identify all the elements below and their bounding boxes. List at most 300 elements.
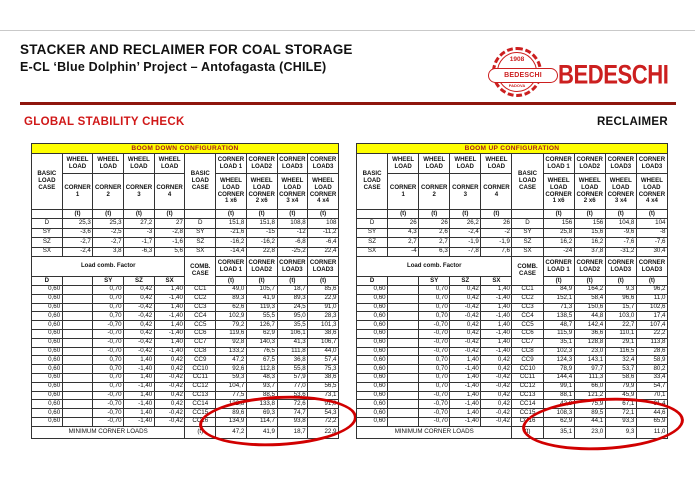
comb-load-value: 36,6 [574,329,605,338]
unit-header: (t) [124,210,155,219]
factor-value: 0,42 [450,329,481,338]
corner-load-value: -7,6 [636,238,667,248]
corner-load-header: CORNER LOAD2 [246,154,277,174]
comb-load-value: 93,7 [246,382,277,391]
empty-cell [388,347,419,356]
factor-value: -0,42 [124,312,155,321]
comb-case-label: CC7 [185,338,216,347]
factor-value: 0,70 [419,382,450,391]
factor-value: -0,42 [154,373,185,382]
wheel-load-value: -3,6 [62,228,93,238]
wheel-load-value: -1,9 [450,238,481,248]
factor-value: -0,42 [154,417,185,426]
logo-badge-name: BEDESCHI [488,68,558,83]
factor-value: 0,60 [32,338,63,347]
factor-value: -0,42 [450,347,481,356]
comb-load-value: 89,6 [216,409,247,418]
comb-case-label: CC7 [512,338,543,347]
factor-value: 1,40 [450,373,481,382]
factor-value: 0,42 [481,391,512,400]
factor-value: -1,40 [124,400,155,409]
comb-case-label: CC12 [512,382,543,391]
corner-load-header: CORNER LOAD3 [605,257,636,277]
factor-value: 1,40 [154,321,185,330]
unit-header: (t) [308,210,339,219]
factor-value: 1,40 [481,303,512,312]
factor-value: 1,40 [124,373,155,382]
factor-value: 0,42 [450,294,481,303]
comb-load-value: 133,2 [216,347,247,356]
factor-value: 1,40 [481,286,512,295]
table-title: BOOM UP CONFIGURATION [357,144,668,154]
factor-value: 0,70 [419,303,450,312]
factor-value: 0,60 [32,391,63,400]
empty-cell [62,409,93,418]
factor-value: 1,40 [124,391,155,400]
comb-load-value: 79,2 [216,321,247,330]
empty-cell [62,286,93,295]
comb-load-value: 116,5 [605,347,636,356]
wheel-load-header: WHEEL LOAD [450,154,481,174]
comb-load-value: 42,8 [543,400,574,409]
empty-cell [62,329,93,338]
comb-case-label: CC1 [185,286,216,295]
wheel-load-value: 26 [419,219,450,229]
comb-case-label: CC10 [512,365,543,374]
empty-cell [388,382,419,391]
basic-case-label: SY [512,228,543,238]
corner-load-value: 16,2 [574,238,605,248]
factor-value: 1,40 [481,338,512,347]
wheel-load-value: -2 [481,228,512,238]
empty-cell [512,210,543,219]
basic-case-label: SY [185,228,216,238]
basic-load-case-header: BASIC LOAD CASE [357,154,388,210]
basic-load-case-header: BASIC LOAD CASE [32,154,63,210]
factor-value: -0,42 [481,417,512,426]
comb-load-value: 29,1 [605,338,636,347]
empty-cell [388,338,419,347]
comb-load-value: 41,3 [277,338,308,347]
boom-down-table-container [31,143,339,439]
factor-value: 0,60 [32,347,63,356]
comb-load-value: 80,2 [636,365,667,374]
logo-city: PADOVA [508,83,526,88]
factor-col-header: D [357,277,388,286]
comb-load-value: 89,3 [216,294,247,303]
factor-value: 0,60 [357,303,388,312]
comb-load-value: 122,8 [216,400,247,409]
factor-value: 0,60 [32,400,63,409]
unit-header: (t) [62,210,93,219]
comb-load-value: 62,6 [216,303,247,312]
wheel-load-value: 26,2 [450,219,481,229]
factor-value: -0,42 [154,382,185,391]
comb-load-value: 67,1 [605,400,636,409]
factor-value: -0,70 [93,321,124,330]
table-title: BOOM DOWN CONFIGURATION [32,144,339,154]
comb-load-value: 84,9 [543,286,574,295]
comb-load-value: 99,1 [543,382,574,391]
min-corner-load-value: 18,7 [277,426,308,438]
comb-load-value: 112,8 [246,365,277,374]
comb-case-label: CC14 [512,400,543,409]
comb-load-value: 92,6 [216,365,247,374]
corner-load-value: 15,6 [574,228,605,238]
comb-case-label: CC16 [185,417,216,426]
basic-case-label: SX [32,247,63,257]
factor-value: -0,70 [419,338,450,347]
comb-load-value: 54,3 [308,409,339,418]
comb-load-value: 106,7 [308,338,339,347]
empty-cell [388,321,419,330]
factor-value: 0,42 [450,286,481,295]
factor-value: 0,42 [481,400,512,409]
empty-cell [32,210,63,219]
factor-value: 1,40 [450,391,481,400]
comb-case-label: CC6 [512,329,543,338]
factor-value: 0,60 [357,373,388,382]
comb-load-value: 71,3 [543,303,574,312]
comb-load-value: 78,9 [543,365,574,374]
comb-case-label: CC9 [185,356,216,365]
factor-value: 0,60 [357,294,388,303]
factor-value: -1,40 [450,417,481,426]
unit-header: (t) [246,277,277,286]
unit-header: (t) [574,277,605,286]
factor-value: 0,70 [93,294,124,303]
factor-value: -0,70 [93,329,124,338]
comb-load-value: 119,3 [246,303,277,312]
comb-load-value: 66,0 [574,382,605,391]
corner-sub-header: WHEEL LOAD CORNER 4 x4 [636,174,667,210]
corner-header: CORNER 1 [388,174,419,210]
comb-load-value: 150,6 [574,303,605,312]
corner-header: CORNER 2 [419,174,450,210]
empty-cell [62,365,93,374]
factor-value: -1,40 [124,365,155,374]
gear-emblem-icon [492,47,542,97]
factor-col-header [388,277,419,286]
factor-value: 1,40 [124,356,155,365]
factor-value: 0,60 [357,400,388,409]
corner-load-header: CORNER LOAD 1 [216,154,247,174]
comb-case-label: CC16 [512,417,543,426]
comb-case-label: CC10 [185,365,216,374]
comb-load-value: 75,3 [308,365,339,374]
comb-case-header: COMB. CASE [512,257,543,286]
factor-value: -0,70 [93,400,124,409]
wheel-load-value: -1,6 [154,238,185,248]
corner-load-value: -31,2 [605,247,636,257]
comb-load-value: 45,9 [605,391,636,400]
page-title: STACKER AND RECLAIMER FOR COAL STORAGE [20,42,353,57]
comb-case-label: CC5 [185,321,216,330]
empty-cell [388,329,419,338]
factor-value: -0,70 [419,391,450,400]
comb-load-value: 85,6 [308,286,339,295]
comb-load-value: 102,3 [543,347,574,356]
comb-load-value: 73,1 [308,391,339,400]
comb-load-value: 58,6 [605,373,636,382]
empty-cell [388,409,419,418]
unit-header: (t) [636,210,667,219]
factor-col-header: SY [93,277,124,286]
basic-case-label: D [185,219,216,229]
page-subtitle: E-CL ‘Blue Dolphin’ Project – Antofagasta (CHILE) [20,59,327,74]
wheel-load-value: -4 [388,247,419,257]
boom-down-table [31,143,339,439]
unit-header: (t) [246,210,277,219]
factor-value: -0,42 [124,303,155,312]
factor-value: 0,42 [481,356,512,365]
comb-load-value: 38,6 [308,329,339,338]
wheel-load-header: WHEEL LOAD [93,154,124,174]
comb-load-value: 164,2 [574,286,605,295]
corner-load-value: -16,2 [216,238,247,248]
factor-value: 0,60 [32,409,63,418]
comb-load-value: 72,1 [605,409,636,418]
wheel-load-value: 27 [154,219,185,229]
basic-case-label: SX [512,247,543,257]
factor-value: -0,42 [481,409,512,418]
comb-load-value: 108,3 [543,409,574,418]
comb-case-label: CC8 [185,347,216,356]
corner-sub-header: WHEEL LOAD CORNER 3 x4 [277,174,308,210]
corner-load-value: -12 [277,228,308,238]
empty-cell [62,338,93,347]
comb-load-value: 15,7 [605,303,636,312]
comb-load-value: 144,4 [543,373,574,382]
comb-load-value: 33,4 [636,373,667,382]
comb-load-value: 57,4 [308,356,339,365]
empty-cell [357,210,388,219]
factor-value: -0,70 [419,400,450,409]
factor-value: -0,70 [93,338,124,347]
comb-case-label: CC11 [512,373,543,382]
comb-load-value: 75,9 [574,400,605,409]
wheel-load-header: WHEEL LOAD [388,154,419,174]
comb-load-value: 103,0 [605,312,636,321]
comb-load-value: 106,1 [277,329,308,338]
logo-wordmark: BEDESCHI [558,60,669,91]
comb-case-label: CC14 [185,400,216,409]
wheel-load-value: 3,8 [93,247,124,257]
wheel-load-value: -3 [124,228,155,238]
corner-load-header: CORNER LOAD2 [574,154,605,174]
factor-value: -0,42 [481,382,512,391]
load-comb-factor-header: Load comb. Factor [357,257,512,277]
factor-value: -1,40 [124,417,155,426]
comb-load-value: 58,4 [574,294,605,303]
comb-load-value: 79,9 [605,382,636,391]
min-corner-load-value: 41,9 [246,426,277,438]
comb-case-label: CC9 [512,356,543,365]
corner-load-value: 37,8 [574,247,605,257]
comb-load-value: 17,4 [636,312,667,321]
factor-value: 0,60 [32,286,63,295]
comb-load-value: 59,3 [216,373,247,382]
factor-value: -0,70 [419,329,450,338]
factor-col-header: SZ [450,277,481,286]
comb-load-value: 92,8 [216,338,247,347]
comb-load-value: 102,6 [636,303,667,312]
empty-cell [62,400,93,409]
comb-load-value: 93,3 [605,417,636,426]
factor-value: 0,60 [357,338,388,347]
wheel-load-value: -2,8 [154,228,185,238]
empty-cell [62,373,93,382]
empty-cell [62,347,93,356]
wheel-load-value: 25,3 [62,219,93,229]
comb-load-value: 74,7 [277,409,308,418]
comb-load-value: 102,9 [216,312,247,321]
boom-up-table-container [356,143,668,439]
factor-value: 0,70 [419,365,450,374]
factor-value: 0,60 [357,417,388,426]
basic-case-label: SZ [357,238,388,248]
corner-sub-header: WHEEL LOAD CORNER 1 x6 [216,174,247,210]
basic-case-label: SX [185,247,216,257]
comb-case-label: CC11 [185,373,216,382]
factor-value: -1,40 [450,365,481,374]
factor-value: 0,70 [93,303,124,312]
comb-case-label: CC15 [185,409,216,418]
corner-load-header: CORNER LOAD 1 [543,154,574,174]
corner-header: CORNER 3 [450,174,481,210]
comb-load-value: 89,3 [277,294,308,303]
empty-cell [388,356,419,365]
wheel-load-value: -2,4 [450,228,481,238]
factor-value: 0,60 [357,409,388,418]
comb-load-value: 134,9 [216,417,247,426]
wheel-load-header: WHEEL LOAD [62,154,93,174]
factor-value: -1,40 [124,382,155,391]
factor-value: 0,42 [154,400,185,409]
comb-load-value: 93,8 [277,417,308,426]
comb-case-label: CC8 [512,347,543,356]
document-header [20,42,353,75]
corner-load-value: -21,6 [216,228,247,238]
machine-label: RECLAIMER [596,116,668,128]
min-corner-load-value: 35,1 [543,426,574,438]
factor-value: -1,40 [154,329,185,338]
unit-header: (t) [636,277,667,286]
comb-load-value: 62,9 [246,329,277,338]
factor-value: 0,70 [419,294,450,303]
factor-value: 0,60 [32,329,63,338]
factor-value: 0,42 [124,329,155,338]
comb-load-value: 35,1 [543,338,574,347]
corner-load-header: CORNER LOAD3 [308,257,339,277]
factor-value: 1,40 [124,409,155,418]
min-corner-load-value: 11,0 [636,426,667,438]
corner-load-value: 156 [574,219,605,229]
basic-case-label: SX [357,247,388,257]
wheel-load-value: 26 [481,219,512,229]
comb-load-value: 113,8 [636,338,667,347]
comb-case-label: CC4 [512,312,543,321]
factor-value: -1,40 [154,312,185,321]
unit-header: (t) [185,426,216,438]
comb-load-value: 114,7 [246,417,277,426]
comb-load-value: 72,6 [277,400,308,409]
logo-year: 1908 [509,56,525,63]
comb-case-header: COMB. CASE [185,257,216,286]
empty-cell [388,303,419,312]
factor-value: -0,42 [124,347,155,356]
unit-header: (t) [543,277,574,286]
corner-load-header: CORNER LOAD3 [277,257,308,277]
factor-value: -0,42 [481,373,512,382]
factor-value: 0,60 [357,391,388,400]
corner-header: CORNER 4 [481,174,512,210]
comb-load-value: 41,9 [246,294,277,303]
wheel-load-value: 4,3 [388,228,419,238]
basic-case-label: D [357,219,388,229]
factor-value: -1,40 [481,294,512,303]
min-corner-load-value: 47,2 [216,426,247,438]
corner-load-value: 30,4 [636,247,667,257]
corner-load-value: -7,6 [605,238,636,248]
comb-load-value: 53,6 [277,391,308,400]
corner-load-value: 104 [636,219,667,229]
wheel-load-value: -2,4 [62,247,93,257]
empty-cell [388,391,419,400]
factor-value: 1,40 [450,356,481,365]
comb-load-value: 47,2 [216,356,247,365]
comb-load-value: 111,8 [277,347,308,356]
factor-value: -0,42 [450,338,481,347]
basic-load-case-header: BASIC LOAD CASE [185,154,216,210]
wheel-load-value: 5,6 [154,247,185,257]
comb-load-value: 62,9 [543,417,574,426]
factor-value: -0,70 [93,409,124,418]
comb-load-value: 138,5 [543,312,574,321]
factor-value: 0,70 [419,373,450,382]
comb-load-value: 95,0 [277,312,308,321]
unit-header: (t) [574,210,605,219]
comb-load-value: 121,2 [574,391,605,400]
corner-load-value: -24 [543,247,574,257]
factor-value: 0,70 [93,356,124,365]
factor-value: -0,70 [419,321,450,330]
bedeschi-logo [486,46,678,98]
unit-header: (t) [481,210,512,219]
comb-load-value: 110,1 [605,329,636,338]
unit-header: (t) [419,210,450,219]
comb-case-label: CC3 [185,303,216,312]
comb-load-value: 55,5 [246,312,277,321]
comb-load-value: 126,7 [246,321,277,330]
corner-load-header: CORNER LOAD3 [277,154,308,174]
comb-case-label: CC3 [512,303,543,312]
factor-value: -0,42 [450,303,481,312]
min-corner-loads-label: MINIMUM CORNER LOADS [32,426,185,438]
comb-load-value: 32,4 [605,356,636,365]
empty-cell [62,303,93,312]
wheel-load-value: 26 [388,219,419,229]
factor-value: 0,60 [32,382,63,391]
section-title: GLOBAL STABILITY CHECK [24,116,185,128]
factor-value: 0,70 [93,365,124,374]
empty-cell [62,312,93,321]
wheel-load-value: -7,8 [450,247,481,257]
comb-case-label: CC2 [185,294,216,303]
comb-load-value: 107,4 [636,321,667,330]
comb-case-label: CC13 [512,391,543,400]
factor-value: -0,42 [124,338,155,347]
